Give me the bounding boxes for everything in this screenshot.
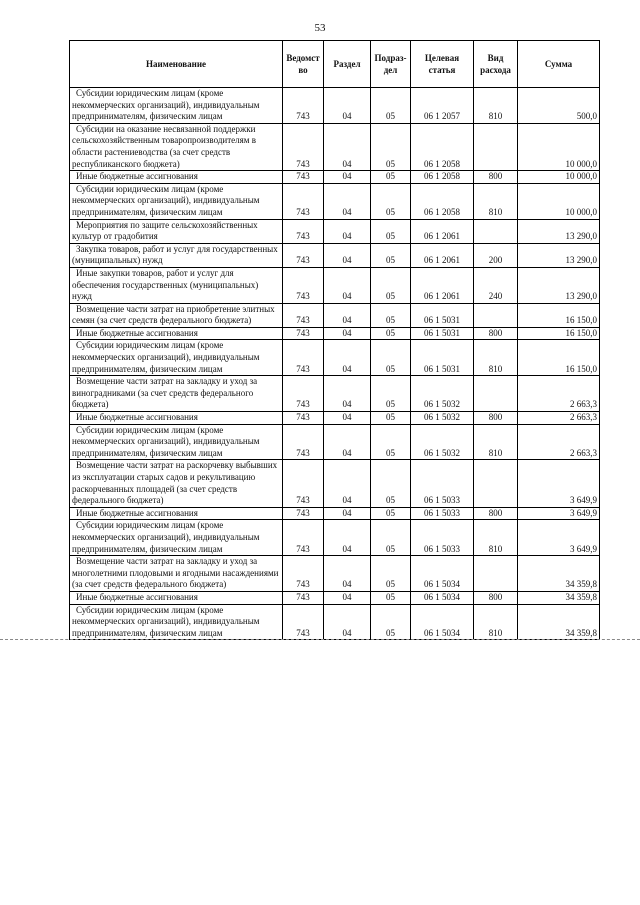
cell-ved: 743 [283,507,324,520]
cell-vid: 810 [474,604,518,640]
cell-podrazdel: 05 [371,267,411,303]
cell-name: Субсидии юридическим лицам (кроме некоммерческих организаций), индивидуальным предпринимателям, физическим лицам [70,183,283,219]
header-vid: Вид расхода [474,41,518,88]
cell-statya: 06 1 5033 [411,507,474,520]
cell-razdel: 04 [324,171,371,184]
cell-podrazdel: 05 [371,520,411,556]
table-row [70,267,600,303]
cell-razdel: 04 [324,88,371,124]
cell-ved: 743 [283,520,324,556]
cell-name: Субсидии юридическим лицам (кроме некоммерческих организаций), индивидуальным предпринимателям, физическим лицам [70,340,283,376]
header-ved: Ведомст во [283,41,324,88]
cell-vid: 800 [474,507,518,520]
cell-summa: 16 150,0 [518,327,600,340]
cell-ved: 743 [283,376,324,412]
cell-podrazdel: 05 [371,327,411,340]
page-number: 53 [314,22,326,34]
table-header-row [70,41,600,88]
cell-summa: 10 000,0 [518,183,600,219]
cell-summa: 2 663,3 [518,376,600,412]
cell-vid [474,303,518,327]
cell-vid: 240 [474,267,518,303]
cell-podrazdel: 05 [371,556,411,592]
cell-vid [474,376,518,412]
cell-summa: 34 359,8 [518,591,600,604]
cell-razdel: 04 [324,460,371,507]
cell-razdel: 04 [324,219,371,243]
cell-podrazdel: 05 [371,88,411,124]
cell-name: Субсидии юридическим лицам (кроме некоммерческих организаций), индивидуальным предпринимателям, физическим лицам [70,424,283,460]
cell-razdel: 04 [324,327,371,340]
cell-ved: 743 [283,556,324,592]
header-razdel: Раздел [324,41,371,88]
table-row [70,171,600,184]
cell-name: Иные закупки товаров, работ и услуг для обеспечения государственных (муниципальных) нужд [70,267,283,303]
table-row [70,424,600,460]
cell-razdel: 04 [324,376,371,412]
cell-statya: 06 1 5031 [411,327,474,340]
cell-ved: 743 [283,123,324,170]
cell-name: Возмещение части затрат на закладку и уход за многолетними плодовыми и ягодными насаждениями (за счет средств федерального бюджета) [70,556,283,592]
table-row [70,88,600,124]
cell-podrazdel: 05 [371,591,411,604]
cell-summa: 34 359,8 [518,604,600,640]
table-row [70,604,600,640]
table-row [70,183,600,219]
cell-statya: 06 1 5034 [411,604,474,640]
cell-summa: 3 649,9 [518,520,600,556]
header-podrazdel: Подраз- дел [371,41,411,88]
header-summa: Сумма [518,41,600,88]
budget-table [69,40,600,640]
cell-vid: 810 [474,424,518,460]
cell-podrazdel: 05 [371,123,411,170]
cell-razdel: 04 [324,340,371,376]
table-row [70,376,600,412]
cell-ved: 743 [283,171,324,184]
cell-vid: 800 [474,591,518,604]
cell-ved: 743 [283,267,324,303]
cell-summa: 13 290,0 [518,219,600,243]
cell-summa: 34 359,8 [518,556,600,592]
cell-razdel: 04 [324,604,371,640]
cell-name: Иные бюджетные ассигнования [70,327,283,340]
cell-vid [474,123,518,170]
table-row [70,520,600,556]
cell-name: Иные бюджетные ассигнования [70,171,283,184]
cell-summa: 16 150,0 [518,303,600,327]
cell-name: Закупка товаров, работ и услуг для государственных (муниципальных) нужд [70,243,283,267]
table-row [70,340,600,376]
cell-vid [474,219,518,243]
cell-ved: 743 [283,412,324,425]
cell-podrazdel: 05 [371,604,411,640]
cell-podrazdel: 05 [371,412,411,425]
table-row [70,591,600,604]
table-row [70,556,600,592]
cell-name: Субсидии юридическим лицам (кроме некоммерческих организаций), индивидуальным предпринимателям, физическим лицам [70,520,283,556]
cell-podrazdel: 05 [371,243,411,267]
cell-razdel: 04 [324,424,371,460]
table-row [70,412,600,425]
cell-name: Субсидии юридическим лицам (кроме некоммерческих организаций), индивидуальным предпринимателям, физическим лицам [70,88,283,124]
table-row [70,327,600,340]
cell-ved: 743 [283,183,324,219]
cell-statya: 06 1 2061 [411,267,474,303]
cell-summa: 500,0 [518,88,600,124]
cell-vid: 810 [474,88,518,124]
cell-razdel: 04 [324,556,371,592]
cell-statya: 06 1 5032 [411,376,474,412]
cell-statya: 06 1 5033 [411,520,474,556]
cell-ved: 743 [283,327,324,340]
cell-summa: 13 290,0 [518,243,600,267]
table-row [70,123,600,170]
cell-statya: 06 1 2061 [411,243,474,267]
cell-vid [474,460,518,507]
cell-razdel: 04 [324,303,371,327]
cell-name: Возмещение части затрат на приобретение элитных семян (за счет средств федерального бюджета) [70,303,283,327]
cell-podrazdel: 05 [371,303,411,327]
table-row [70,243,600,267]
cell-name: Мероприятия по защите сельскохозяйственных культур от градобития [70,219,283,243]
cell-name: Субсидии на оказание несвязанной поддержки сельскохозяйственным товаропроизводителям в области растениеводства (за счет средств республиканского бюджета) [70,123,283,170]
cell-vid: 810 [474,183,518,219]
cell-razdel: 04 [324,507,371,520]
cell-vid: 800 [474,171,518,184]
cell-name: Иные бюджетные ассигнования [70,591,283,604]
cell-statya: 06 1 5034 [411,591,474,604]
cell-vid: 800 [474,327,518,340]
table-row [70,219,600,243]
cell-razdel: 04 [324,123,371,170]
cell-razdel: 04 [324,243,371,267]
cell-ved: 743 [283,88,324,124]
cell-statya: 06 1 2058 [411,171,474,184]
cell-podrazdel: 05 [371,340,411,376]
cell-summa: 16 150,0 [518,340,600,376]
cell-podrazdel: 05 [371,183,411,219]
cell-statya: 06 1 2058 [411,183,474,219]
cell-summa: 3 649,9 [518,460,600,507]
cell-podrazdel: 05 [371,219,411,243]
cell-ved: 743 [283,340,324,376]
cell-ved: 743 [283,243,324,267]
cell-vid: 810 [474,340,518,376]
cell-statya: 06 1 5032 [411,424,474,460]
table-row [70,460,600,507]
cell-summa: 10 000,0 [518,123,600,170]
cell-razdel: 04 [324,183,371,219]
cell-summa: 2 663,3 [518,412,600,425]
cell-razdel: 04 [324,412,371,425]
cell-ved: 743 [283,303,324,327]
cell-summa: 2 663,3 [518,424,600,460]
cell-statya: 06 1 5032 [411,412,474,425]
cell-razdel: 04 [324,267,371,303]
cell-vid [474,556,518,592]
cell-statya: 06 1 2058 [411,123,474,170]
cell-vid: 810 [474,520,518,556]
cell-name: Иные бюджетные ассигнования [70,507,283,520]
cell-name: Возмещение части затрат на закладку и уход за виноградниками (за счет средств федерального бюджета) [70,376,283,412]
cell-name: Субсидии юридическим лицам (кроме некоммерческих организаций), индивидуальным предпринимателям, физическим лицам [70,604,283,640]
cell-podrazdel: 05 [371,171,411,184]
cell-razdel: 04 [324,591,371,604]
cell-statya: 06 1 5034 [411,556,474,592]
cell-ved: 743 [283,424,324,460]
cell-ved: 743 [283,219,324,243]
header-name: Наименование [70,41,283,88]
cell-statya: 06 1 5031 [411,303,474,327]
cell-name: Иные бюджетные ассигнования [70,412,283,425]
cell-podrazdel: 05 [371,424,411,460]
cell-razdel: 04 [324,520,371,556]
cell-vid: 800 [474,412,518,425]
cell-statya: 06 1 5033 [411,460,474,507]
cell-ved: 743 [283,604,324,640]
cell-statya: 06 1 5031 [411,340,474,376]
table-row [70,507,600,520]
cell-podrazdel: 05 [371,376,411,412]
cell-statya: 06 1 2057 [411,88,474,124]
cell-podrazdel: 05 [371,507,411,520]
cell-summa: 10 000,0 [518,171,600,184]
cell-summa: 13 290,0 [518,267,600,303]
fold-line [0,639,640,640]
cell-summa: 3 649,9 [518,507,600,520]
cell-statya: 06 1 2061 [411,219,474,243]
table-row [70,303,600,327]
cell-ved: 743 [283,591,324,604]
cell-ved: 743 [283,460,324,507]
cell-podrazdel: 05 [371,460,411,507]
cell-vid: 200 [474,243,518,267]
cell-name: Возмещение части затрат на раскорчевку выбывших из эксплуатации старых садов и рекультивацию раскорчеванных площадей (за счет средств федерального бюджета) [70,460,283,507]
header-statya: Целевая статья [411,41,474,88]
